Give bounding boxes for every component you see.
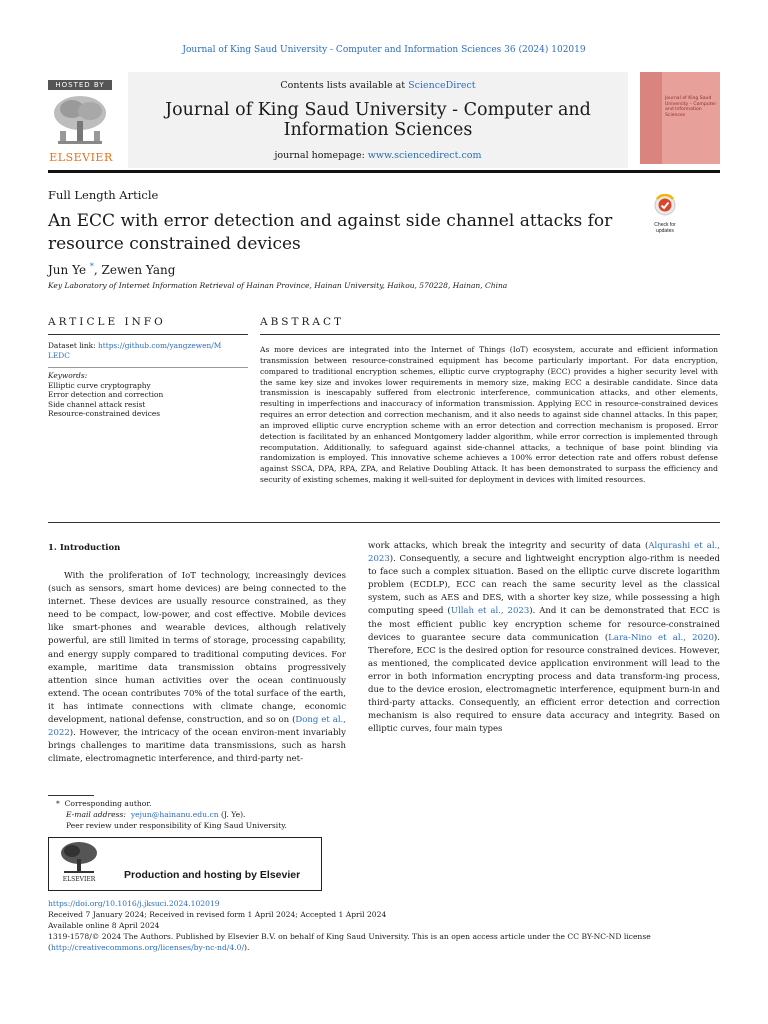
header-rule (48, 170, 720, 173)
abstract-rule-top (260, 334, 720, 335)
article-title: An ECC with error detection and against side channel attacks for resource constrained devices (48, 211, 613, 254)
elsevier-tree-icon (50, 93, 110, 149)
dataset-link[interactable]: https://github.com/yangzewen/MLEDC (48, 341, 222, 360)
production-text: Production and hosting by Elsevier (124, 869, 301, 881)
cover-strip (640, 72, 662, 164)
footnote-text: Corresponding author. (64, 799, 152, 808)
check-updates-label: Check for updates (654, 222, 676, 234)
doi-link[interactable]: https://doi.org/10.1016/j.jksuci.2024.102019 (48, 899, 220, 908)
contents-line (128, 80, 628, 91)
intro-right-column (368, 540, 720, 736)
dataset-label: Dataset link: (48, 341, 98, 350)
license-line: 1319-1578/© 2024 The Authors. Published by Elsevier B.V. on behalf of King Saud University. This is an open access article under the CC BY-NC-ND license (48, 932, 651, 941)
running-header[interactable]: Journal of King Saud University - Computer and Information Sciences 36 (2024) 102019 (182, 45, 586, 55)
paren-close: ). (244, 943, 250, 952)
keywords-label: Keywords: (48, 371, 88, 380)
dataset-rule (48, 367, 248, 368)
contents-prefix: Contents lists available at (280, 80, 409, 91)
peer-review-note: Peer review under responsibility of King Saud University. (66, 821, 287, 830)
license-url-line (48, 942, 720, 953)
email-suffix: (J. Ye). (218, 810, 246, 819)
keyword-item: Error detection and correction (48, 390, 164, 400)
paragraph (368, 540, 720, 736)
license-link[interactable]: http://creativecommons.org/licenses/by-nc-nd/4.0/ (50, 943, 245, 952)
abstract-text: As more devices are integrated into the Internet of Things (IoT) ecosystem, accurate and efficient information transmission between resource-constrained equipment has become particularly important. For data encryption, compared to traditional encryption schemes, elliptic curve cryptography (ECC) provides a higher security level with the same key size and invokes lower requirements in memory size, making ECC a desirable candidate. Since data transmission is inescapably suffered from electronic interference, communication attacks, and other elements, resulting in imperfections and inaccuracy of information transmission. Applying ECC in resource-constrained devices requires an error detection and correction mechanism, and it also needs to against side channel attacks. In this paper, an improved elliptic curve encryption scheme with an error detection and correction mechanism is proposed. Error detection is facilitated by an enhanced Montgomery ladder algorithm, while error correction is implemented through recomputation. Additionally, to safeguard against side-channel attacks, a technique of base point blinding via randomization is employed. This innovative scheme achieves a 100% error detection rate and offers robust defense against SSCA, DPA, RPA, ZPA, and Relative Doubling Attack. It has been demonstrated to surpass the efficiency and security of existing schemes, making it well-suited for deployment in devices with limited resources. (260, 345, 718, 485)
author-name: Jun Ye (48, 263, 87, 277)
article-info-heading: ARTICLE INFO (48, 316, 166, 328)
cover-title: Journal of King Saud University – Computer and Information Sciences (665, 96, 717, 118)
article-info-rule (48, 334, 248, 335)
paragraph (48, 570, 346, 766)
sciencedirect-link[interactable]: ScienceDirect (408, 80, 476, 91)
keyword-item: Elliptic curve cryptography (48, 380, 151, 390)
text-run: ). And it can be demonstrated that ECC is the most efficient public key encryption scheme for resource-constrained devices to guarantee secure data communication ( (368, 606, 720, 643)
keyword-item: Side channel attack resist (48, 399, 146, 409)
abstract-heading: ABSTRACT (260, 316, 345, 328)
check-for-updates-icon[interactable] (648, 194, 682, 234)
text-run: ). Therefore, ECC is the desired option for resource constrained devices. However, as mentioned, the complicated device application environment will lead to the error in both information encrypting process and data transform-ing process, due to the device erosion, electromagnetic interference, equipment burn-in and third-party attacks. Consequently, an efficient error detection and correction mechanism is also required to ensure data accuracy and integrity. Based on elliptic curves, four main types (368, 632, 720, 735)
citation-link[interactable]: Alqurashi et al., 2023 (368, 541, 720, 565)
homepage-prefix: journal homepage: (274, 150, 368, 161)
publication-info (48, 898, 720, 953)
footnote (56, 798, 346, 831)
article-type: Full Length Article (48, 188, 159, 202)
footnote-rule (48, 795, 94, 796)
citation-link[interactable]: Lara-Nino et al., 2020 (608, 632, 714, 643)
homepage-link[interactable]: www.sciencedirect.com (367, 150, 482, 161)
citation-link[interactable]: Dong et al., 2022 (48, 715, 346, 739)
keywords-block (48, 371, 248, 419)
text-run: ). However, the intricacy of the ocean environ-ment invariably brings challenges to maritime data transmissions, such as harsh climate, electromagnetic interference, and third-party net- (48, 728, 346, 765)
homepage-line (128, 150, 628, 161)
text-run: With the proliferation of IoT technology, increasingly devices (such as sensors, smart home devices) are being connected to the internet. These devices are usually resource constrained, as they need to be compact, low-power, and cost effective. Mobile devices like smart-phones and wearable devices, although relatively powerful, are still limited in terms of storage, processing capability, and energy supply compared to traditional computing devices. For example, maritime data transmission obtains progressively attention since human activities over the ocean continuously extend. The ocean contributes 70% of the total surface of the earth, it has intimate connections with climate change, economic development, national defense, construction, and so on ( (48, 571, 346, 726)
intro-left-column (48, 570, 346, 766)
author-others: , Zewen Yang (93, 263, 176, 277)
footnote-email (56, 809, 346, 820)
production-logo: ELSEVIER (62, 876, 96, 883)
email-label: E-mail address: (66, 810, 126, 819)
footnote-corresponding (56, 798, 346, 809)
history-line: Received 7 January 2024; Received in revised form 1 April 2024; Accepted 1 April 2024 (48, 910, 387, 919)
section-heading: 1. Introduction (48, 543, 121, 553)
text-run: work attacks, which break the integrity and security of data ( (368, 541, 649, 551)
elsevier-tree-icon (58, 841, 100, 875)
citation-link[interactable]: Ullah et al., 2023 (450, 606, 530, 617)
dataset-line (48, 341, 226, 360)
text-run: ). Consequently, a secure and lightweight encryption algo-rithm is needed to face such a complex situation. Based on the elliptic curve discrete logarithm problem (ECDLP), ECC can reach the same security level as the classical system, such as AES and DES, with a shorter key size, while possessing a high computing speed ( (368, 554, 720, 617)
footnote-mark: * (56, 799, 60, 808)
hosted-by-label: HOSTED BY (48, 80, 112, 90)
affiliation: Key Laboratory of Internet Information Retrieval of Hainan Province, Hainan University, Haikou, 570228, Hainan, China (48, 281, 508, 290)
corresponding-mark[interactable]: * (89, 262, 94, 271)
paren-open: ( (48, 943, 51, 952)
publisher-logo: ELSEVIER (49, 151, 113, 164)
authors (48, 262, 175, 277)
keyword-item: Resource-constrained devices (48, 409, 161, 419)
email-link[interactable]: yejun@hainanu.edu.cn (130, 810, 219, 819)
journal-title: Journal of King Saud University - Computer and Information Sciences (165, 100, 591, 140)
check-updates-glyph (648, 194, 682, 218)
online-line: Available online 8 April 2024 (48, 921, 160, 930)
front-matter-rule (48, 522, 720, 523)
